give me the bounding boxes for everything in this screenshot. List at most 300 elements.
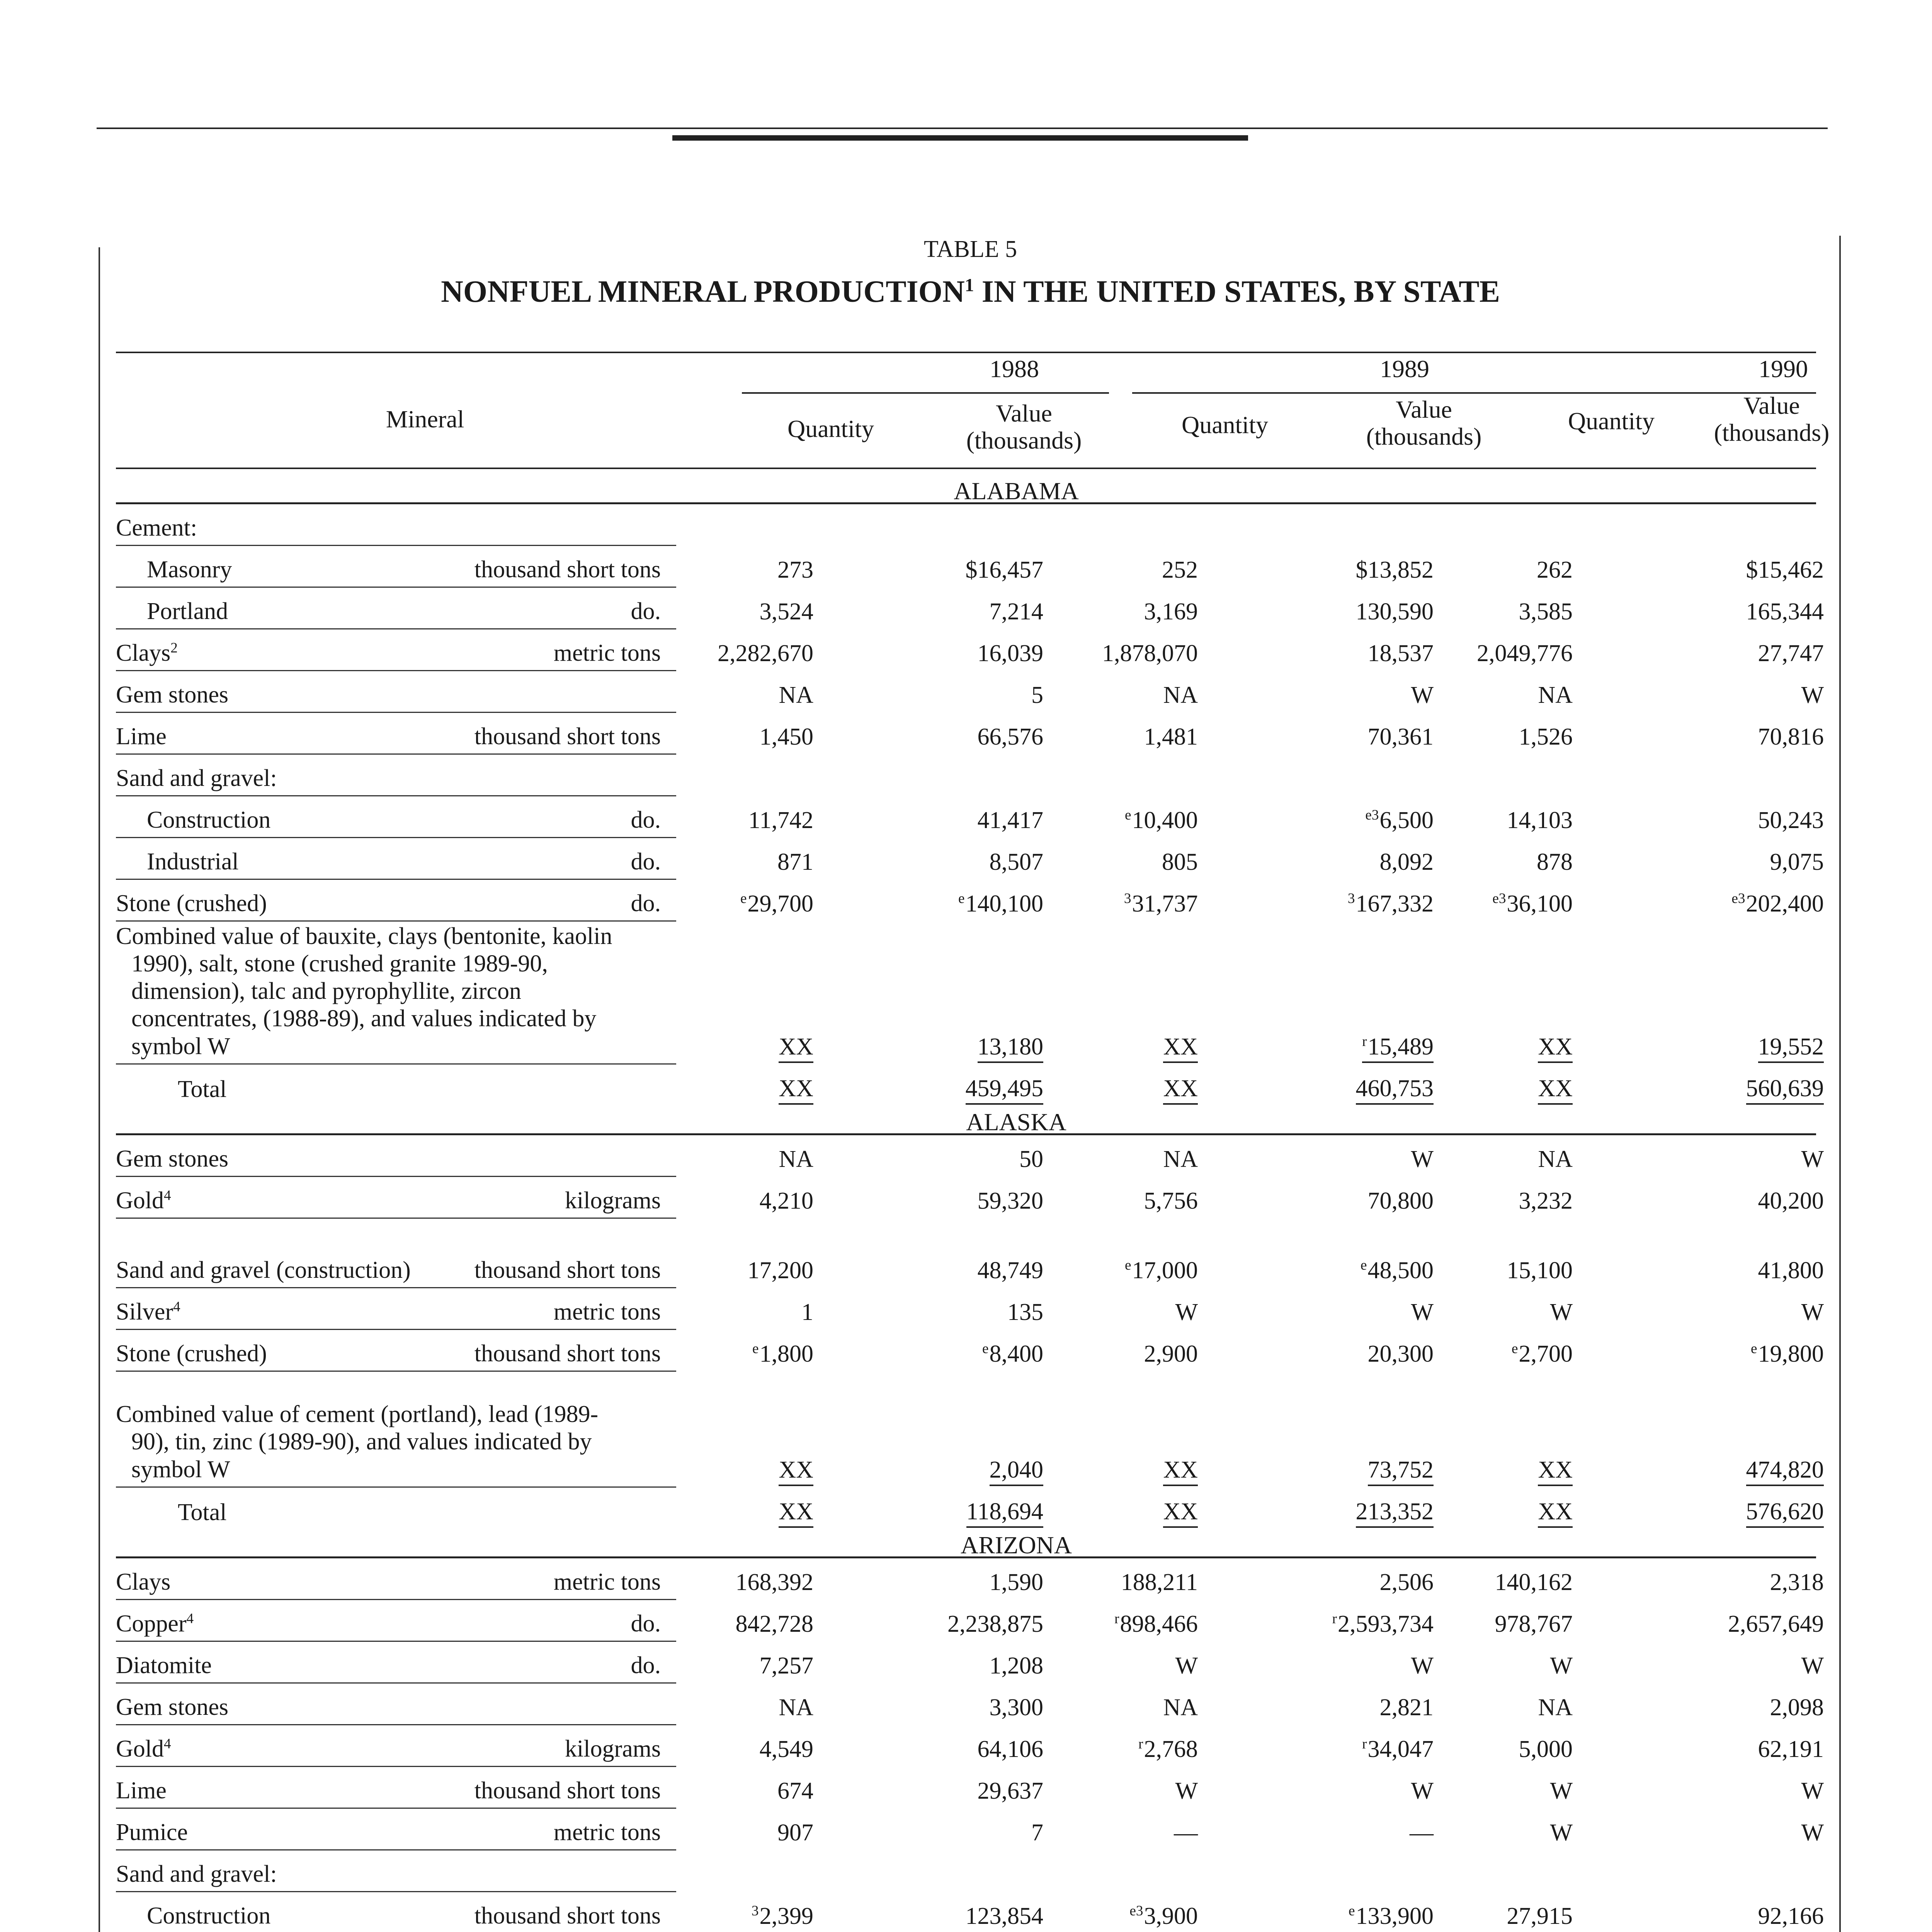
value-cell: 459,495 [927,1075,1043,1102]
table-row [116,1767,1824,1809]
mineral-name: Gem stones [116,1694,229,1720]
mineral-name: Clays [116,1569,171,1595]
value-prefix: r [1332,1611,1337,1627]
table-header [116,344,1830,475]
value-prefix: 3 [1347,891,1355,907]
section-header-arizona [116,1529,1816,1558]
value-prefix: r [1362,1034,1367,1050]
table-row [116,1600,1824,1642]
mineral-name: Copper [116,1611,187,1637]
value-cell: XX [1457,1075,1573,1102]
title-footnote: 1 [964,275,974,296]
value-cell: 135 [1007,1299,1043,1325]
value-prefix: e [1124,1257,1131,1274]
value-prefix: e [1124,807,1131,823]
value-cell: $^3$167,332 [1347,891,1434,917]
right-margin-line [1839,236,1841,1932]
value-cell: $^e$133,900 [1348,1903,1434,1929]
value-label: Value [996,400,1052,427]
value-cell: — [1410,1820,1434,1846]
mineral-cell [116,1610,676,1642]
mineral-cell [116,806,676,838]
value-cell: 2,821 [1379,1694,1434,1721]
value-cell: 3,524 [759,599,813,625]
value-cell: $^{e3}$6,500 [1365,807,1434,833]
value-cell: 7,214 [989,599,1043,625]
state-name: ARIZONA [961,1531,1072,1559]
value-cell: 165,344 [1746,599,1824,625]
value-cell: NA [1163,682,1198,708]
value-cell: W [1175,1653,1198,1679]
table-row [116,922,1824,1065]
value-cell: 871 [777,849,813,875]
footnote-marker: 4 [186,1611,194,1627]
top-rule-accent [672,135,1248,141]
left-margin-line [99,247,100,1932]
value-prefix: e3 [1365,807,1379,823]
unit-label: do. [631,849,661,875]
value-cell: 8,092 [1379,849,1434,875]
mineral-name: Construction [147,1903,271,1929]
value-prefix: e3 [1731,891,1745,907]
unit-label: thousand short tons [474,1257,661,1283]
value-cell: $^{e3}$36,100 [1492,891,1573,917]
mineral-cell [116,681,676,713]
value-cell: 1,590 [989,1569,1043,1595]
mineral-name: Pumice [116,1819,188,1845]
value-unit: (thousands) [1366,423,1482,451]
mineral-name: Construction [147,807,271,833]
value-cell: $^{e3}$3,900 [1129,1903,1198,1929]
value-cell: 7,257 [759,1653,813,1679]
value-cell: W [1550,1778,1573,1804]
mineral-name: Stone (crushed) [116,1340,267,1367]
value-cell: $^e$29,700 [740,891,813,917]
mineral-cell [116,1257,676,1288]
value-cell: 18,537 [1367,640,1434,667]
value-cell: NA [779,1146,813,1172]
table-row [116,1558,1824,1600]
value-cell: 66,576 [977,724,1043,750]
mineral-cell [116,1902,676,1932]
value-cell: 1 [801,1299,813,1325]
value-cell: 64,106 [977,1736,1043,1762]
group-row [116,504,1816,546]
value-cell: 20,300 [1367,1341,1434,1367]
value-prefix: e3 [1492,891,1506,907]
value-cell: 168,392 [735,1569,813,1595]
unit-label: metric tons [553,640,661,666]
value-cell: $^r$2,593,734 [1332,1611,1434,1637]
value-cell: XX [1457,1498,1573,1526]
value-cell: 8,507 [989,849,1043,875]
value-cell: 2,900 [1144,1341,1198,1367]
mineral-cell [116,1861,676,1892]
value-cell: 9,075 [1770,849,1824,875]
state-name: ALASKA [966,1108,1066,1136]
total-row [116,1488,1824,1529]
value-cell: 2,657,649 [1728,1611,1824,1637]
value-cell: 118,694 [927,1498,1043,1526]
value-prefix: e [1360,1257,1367,1274]
unit-label: thousand short tons [474,1340,661,1367]
mineral-cell [116,1187,676,1219]
value-cell: 29,637 [977,1778,1043,1804]
value-cell: XX [1457,1033,1573,1061]
mineral-name: Portland [147,598,228,624]
value-cell: 576,620 [1708,1498,1824,1526]
table-row [116,1372,1824,1488]
value-cell: 27,747 [1758,640,1824,667]
mineral-name: Gem stones [116,1146,229,1172]
value-cell: XX [1082,1075,1198,1102]
value-cell: W [1550,1820,1573,1846]
value-prefix: r [1362,1736,1367,1752]
value-cell: 252 [1162,557,1198,583]
state-name: ALABAMA [954,477,1079,505]
value-prefix: 3 [751,1903,759,1919]
value-unit: (thousands) [1714,419,1830,447]
value-cell: 560,639 [1708,1075,1824,1102]
value-cell: NA [1538,1146,1573,1172]
footnote-marker: 2 [170,640,178,656]
rule-1989 [1132,392,1557,394]
value-cell: $16,457 [965,557,1043,583]
value-cell: NA [779,682,813,708]
mineral-cell [116,890,676,922]
table-row [116,588,1824,629]
table-row [116,1219,1824,1288]
value-cell: 262 [1537,557,1573,583]
mineral-name: Lime [116,723,167,750]
value-cell: 15,100 [1507,1257,1573,1284]
value-cell: W [1411,1653,1434,1679]
value-cell: 7 [1031,1820,1043,1846]
unit-label: do. [631,890,661,917]
value-cell: $^{e3}$202,400 [1731,891,1824,917]
value-cell: W [1801,1146,1824,1172]
footnote-marker: 4 [173,1299,180,1315]
value-cell: XX [697,1456,813,1484]
value-cell: 140,162 [1495,1569,1573,1595]
value-cell: 2,040 [927,1456,1043,1484]
header-mineral: Mineral [386,405,464,433]
header-value-1990 [1685,392,1859,447]
value-cell: 1,878,070 [1102,640,1198,667]
unit-label: thousand short tons [474,1777,661,1804]
header-bottom-rule [116,468,1816,469]
header-value-1988 [927,400,1121,454]
header-top-rule [116,352,1816,353]
value-cell: W [1175,1299,1198,1325]
value-cell: 805 [1162,849,1198,875]
value-cell: 3,585 [1519,599,1573,625]
value-prefix: e [740,891,747,907]
table-row [116,796,1824,838]
value-cell: 2,506 [1379,1569,1434,1595]
value-cell: 2,049,776 [1477,640,1573,667]
mineral-name: Industrial [147,849,239,875]
mineral-name: Masonry [147,556,232,583]
group-row [116,755,1816,796]
mineral-name: Sand and gravel: [116,1861,277,1887]
value-cell: 2,318 [1770,1569,1824,1595]
total-row [116,1065,1824,1106]
mineral-cell [116,1076,676,1106]
mineral-name: Sand and gravel: [116,765,277,791]
value-cell: W [1801,682,1824,708]
value-prefix: e [752,1341,759,1357]
value-prefix: e [1348,1903,1355,1919]
value-cell: 73,752 [1318,1456,1434,1484]
value-cell: 2,238,875 [947,1611,1043,1637]
mineral-cell [116,1298,676,1330]
value-cell: 41,800 [1758,1257,1824,1284]
value-cell: $^r$34,047 [1362,1736,1434,1762]
mineral-cell [116,1735,676,1767]
value-cell: $^e$10,400 [1124,807,1198,833]
table-row [116,1684,1824,1725]
value-cell: 674 [777,1778,813,1804]
mineral-name: Stone (crushed) [116,890,267,917]
mineral-name: Gold [116,1736,164,1762]
value-cell: W [1801,1778,1824,1804]
value-cell: XX [1082,1498,1198,1526]
value-cell: W [1411,1146,1434,1172]
mineral-cell [116,723,676,755]
unit-label: do. [631,598,661,624]
value-prefix: r [1114,1611,1119,1627]
value-cell: NA [1538,682,1573,708]
unit-label: do. [631,807,661,833]
mineral-cell [116,1652,676,1684]
value-cell: 1,481 [1144,724,1198,750]
value-cell: 59,320 [977,1188,1043,1214]
table-title [0,274,1932,310]
value-cell: W [1801,1299,1824,1325]
header-quantity-1988: Quantity [787,415,874,442]
value-prefix: e [982,1341,989,1357]
value-cell: $^e$8,400 [982,1341,1043,1367]
value-cell: 3,232 [1519,1188,1573,1214]
mineral-name: Total [178,1076,227,1102]
value-cell: 273 [777,557,813,583]
mineral-name: Cement: [116,515,197,541]
table-row [116,880,1824,922]
table-number: TABLE 5 [923,236,1017,262]
value-cell: 123,854 [965,1903,1043,1929]
mineral-name: Silver [116,1299,173,1325]
value-cell: 1,208 [989,1653,1043,1679]
value-cell: 16,039 [977,640,1043,667]
mineral-cell [116,765,676,796]
mineral-cell [116,1145,676,1177]
value-cell: 17,200 [747,1257,813,1284]
value-cell: 213,352 [1318,1498,1434,1526]
unit-label: metric tons [553,1569,661,1595]
value-cell: NA [1163,1694,1198,1721]
value-cell: XX [697,1075,813,1102]
value-cell: XX [1082,1033,1198,1061]
value-cell: 5,000 [1519,1736,1573,1762]
mineral-cell [116,598,676,629]
mineral-cell [116,1777,676,1809]
value-label: Value [1743,392,1800,419]
table-row [116,1809,1824,1850]
value-cell: — [1174,1820,1198,1846]
value-cell: W [1550,1299,1573,1325]
mineral-name: Gem stones [116,682,229,708]
value-cell: $^3$2,399 [751,1903,813,1929]
value-cell: 40,200 [1758,1188,1824,1214]
value-cell: 27,915 [1507,1903,1573,1929]
value-cell: W [1175,1778,1198,1804]
value-cell: W [1550,1653,1573,1679]
mineral-cell [116,514,676,546]
unit-label: thousand short tons [474,723,661,750]
mineral-cell [116,1499,676,1529]
unit-label: metric tons [553,1299,661,1325]
value-cell: $^e$140,100 [958,891,1043,917]
table-row [116,1642,1824,1684]
mineral-name: Clays [116,640,171,666]
header-value-1989 [1318,396,1530,451]
value-cell: 50 [1019,1146,1043,1172]
year-1988: 1988 [990,355,1039,383]
value-cell: $^e$19,800 [1750,1341,1824,1367]
title-rest: IN THE UNITED STATES, BY STATE [974,275,1500,309]
value-cell: $^e$2,700 [1511,1341,1573,1367]
top-rule [97,128,1828,129]
value-cell: XX [1457,1456,1573,1484]
value-cell: 5,756 [1144,1188,1198,1214]
footnote-marker: 4 [164,1187,171,1204]
value-cell: $^3$31,737 [1124,891,1198,917]
mineral-cell [116,848,676,880]
value-prefix: r [1138,1736,1143,1752]
value-cell: 1,526 [1519,724,1573,750]
value-cell: 2,282,670 [718,640,813,667]
value-cell: 4,549 [759,1736,813,1762]
value-cell: 2,098 [1770,1694,1824,1721]
title-text: NONFUEL MINERAL PRODUCTION [441,275,965,309]
mineral-name: Gold [116,1187,164,1214]
mineral-name: Combined value of cement (portland), lead (1989-90), tin, zinc (1989-90), and values indicated by symbol W [116,1401,599,1483]
year-1989: 1989 [1380,355,1429,383]
value-cell: $13,852 [1355,557,1434,583]
mineral-name: Total [178,1499,227,1526]
value-cell: NA [1538,1694,1573,1721]
value-cell: 5 [1031,682,1043,708]
value-prefix: e [958,891,965,907]
value-prefix: e3 [1129,1903,1143,1919]
value-cell: 70,800 [1367,1188,1434,1214]
value-cell: 41,417 [977,807,1043,833]
unit-label: thousand short tons [474,556,661,583]
value-cell: 3,169 [1144,599,1198,625]
mineral-cell [116,639,676,671]
value-prefix: e [1511,1341,1518,1357]
unit-label: kilograms [565,1736,661,1762]
value-cell: 70,361 [1367,724,1434,750]
value-cell: $^e$17,000 [1124,1257,1198,1284]
value-cell: 460,753 [1318,1075,1434,1102]
footnote-marker: 4 [164,1736,171,1752]
value-prefix: 3 [1124,891,1131,907]
value-cell: 907 [777,1820,813,1846]
value-cell: $^r$898,466 [1114,1611,1198,1637]
value-cell: 3,300 [989,1694,1043,1721]
value-cell: $^e$1,800 [752,1341,813,1367]
table-row [116,1135,1824,1177]
value-cell: 62,191 [1758,1736,1824,1762]
value-cell: 50,243 [1758,807,1824,833]
value-cell: 92,166 [1758,1903,1824,1929]
mineral-cell [116,1340,676,1372]
table-row [116,838,1824,880]
value-label: Value [1396,396,1452,423]
value-cell: 978,767 [1495,1611,1573,1637]
value-cell: $^e$48,500 [1360,1257,1434,1284]
table-body [116,475,1824,1932]
value-cell: NA [779,1694,813,1721]
value-cell: W [1411,682,1434,708]
value-cell: 842,728 [735,1611,813,1637]
table-row [116,713,1824,755]
value-cell: W [1801,1820,1824,1846]
value-cell: XX [1082,1456,1198,1484]
table-row [116,629,1824,671]
table-row [116,671,1824,713]
header-quantity-1990: Quantity [1568,407,1655,435]
table-row [116,1288,1824,1330]
value-cell: XX [697,1033,813,1061]
unit-label: metric tons [553,1819,661,1845]
value-cell: $15,462 [1746,557,1824,583]
mineral-cell [116,1401,676,1488]
unit-label: kilograms [565,1187,661,1214]
mineral-name: Combined value of bauxite, clays (bentonite, kaolin 1990), salt, stone (crushed granite 1989-90, dimension), talc and pyrophyllite, zircon concentrates, (1988-89), and values indicated by symbol W [116,923,612,1060]
table-row [116,1177,1824,1219]
value-cell: 19,552 [1708,1033,1824,1061]
value-cell: 11,742 [748,807,813,833]
table-row [116,546,1824,588]
mineral-cell [116,1568,676,1600]
value-cell: 14,103 [1507,807,1573,833]
mineral-cell [116,1819,676,1850]
value-cell: 13,180 [927,1033,1043,1061]
value-cell: W [1411,1299,1434,1325]
unit-label: thousand short tons [474,1903,661,1929]
mineral-cell [116,556,676,588]
rule-1988 [742,392,1109,394]
value-cell: 48,749 [977,1257,1043,1284]
value-cell: $^r$2,768 [1138,1736,1198,1762]
value-unit: (thousands) [966,427,1082,454]
value-cell: NA [1163,1146,1198,1172]
table-row [116,1725,1824,1767]
table-row [116,1330,1824,1372]
unit-label: do. [631,1652,661,1679]
value-cell: 878 [1537,849,1573,875]
value-cell: $^r$15,489 [1318,1033,1434,1061]
mineral-name: Sand and gravel (construction) [116,1257,411,1283]
header-quantity-1989: Quantity [1182,411,1268,439]
value-cell: 188,211 [1121,1569,1198,1595]
section-header-alaska [116,1106,1816,1135]
year-1990: 1990 [1759,355,1808,383]
value-cell: W [1411,1778,1434,1804]
